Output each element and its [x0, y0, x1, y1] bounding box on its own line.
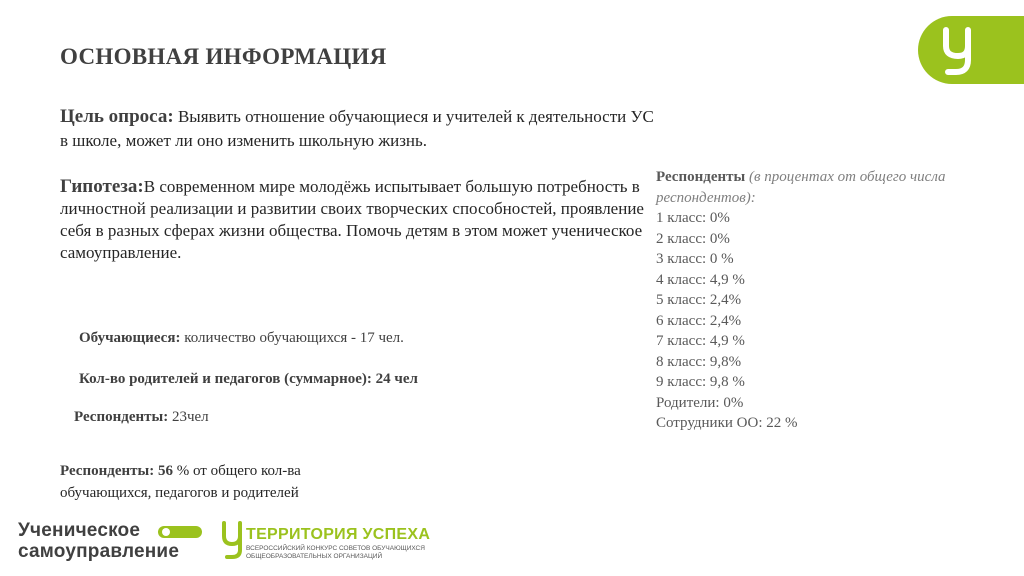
logo1-line1: Ученическое [18, 520, 141, 541]
students-label: Обучающиеся: [79, 330, 181, 346]
parents-count: Кол-во родителей и педагогов (суммарное): 24 чел [79, 371, 418, 387]
breakdown-row: 8 класс: 9,8% [656, 353, 742, 370]
breakdown-row: 5 класс: 2,4% [656, 292, 742, 308]
respondents-text: 23чел [171, 409, 209, 425]
logo1-line2: самоуправление [18, 541, 180, 562]
brand-badge [918, 16, 1024, 84]
hypothesis-text: В современном мире молодёжь испытывает большую потребность в личностной реализации и развитии своих творческих способностей, проявление себя в разных сферах жизни общества. Помочь детям в этом может ученическое самоуправление. [60, 177, 644, 262]
logo2-subtitle-2: ОБЩЕОБРАЗОВАТЕЛЬНЫХ ОРГАНИЗАЦИЙ [246, 553, 383, 560]
breakdown-row: 4 класс: 4,9 % [656, 271, 745, 288]
breakdown-row: Сотрудники ОО: 22 % [656, 415, 798, 431]
logo2-subtitle-1: ВСЕРОССИЙСКИЙ КОНКУРС СОВЕТОВ ОБУЧАЮЩИХСЯ [246, 545, 425, 552]
survey-goal [60, 105, 660, 153]
students-text: количество обучающихся - 17 чел. [184, 330, 404, 346]
students-count [79, 330, 404, 347]
page-title: ОСНОВНАЯ ИНФОРМАЦИЯ [60, 44, 387, 69]
breakdown-row: 7 класс: 4,9 % [656, 333, 745, 349]
share-text: % от общего кол-ва обучающихся, педагогов и родителей [60, 463, 301, 501]
respondents-share [60, 460, 380, 504]
breakdown-row: 9 класс: 9,8 % [656, 374, 745, 390]
logo1-dot-icon [162, 528, 170, 536]
respondents-count [74, 409, 209, 426]
hypothesis-label: Гипотеза: [60, 176, 144, 197]
breakdown-row: 2 класс: 0% [656, 230, 730, 247]
logo2-title: ТЕРРИТОРИЯ УСПЕХА [246, 526, 431, 543]
u-logo-icon [918, 16, 988, 84]
breakdown-label: Респонденты [656, 169, 746, 185]
hypothesis [60, 176, 660, 264]
share-label: Респонденты: 56 [60, 463, 173, 479]
goal-label: Цель опроса: [60, 106, 174, 127]
breakdown-row: 3 класс: 0 % [656, 251, 734, 267]
breakdown-note: (в процентах от общего числа респондентов): [656, 169, 946, 206]
breakdown-row: 1 класс: 0% [656, 210, 730, 226]
goal-text: Выявить отношение обучающиеся и учителей к деятельности УС в школе, может ли оно изменить школьную жизнь. [60, 107, 654, 150]
respondents-breakdown [656, 167, 976, 434]
breakdown-row: 6 класс: 2,4% [656, 312, 742, 329]
success-territory-logo [220, 520, 460, 564]
student-government-logo [18, 520, 208, 564]
respondents-label: Респонденты: [74, 409, 169, 425]
u-mark-icon [220, 520, 244, 560]
breakdown-row: Родители: 0% [656, 394, 744, 411]
